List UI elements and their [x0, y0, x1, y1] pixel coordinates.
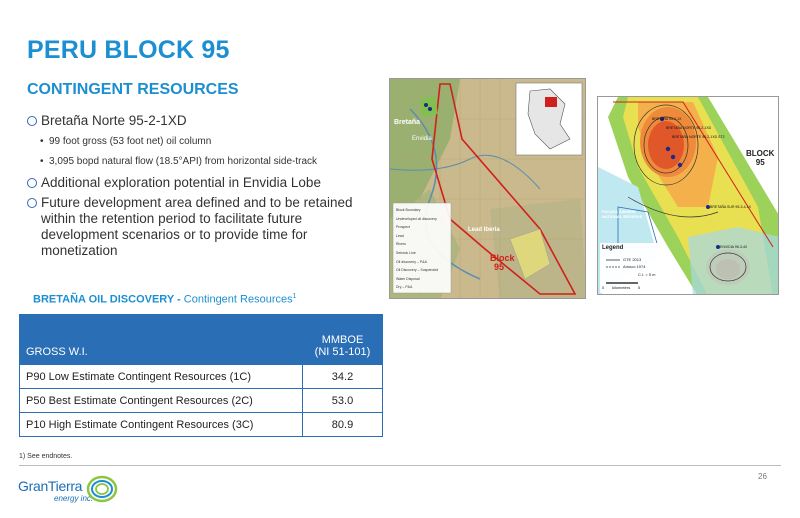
label-bretana: Bretaña [394, 119, 421, 126]
sub-bullet-text: 3,095 bopd natural flow (18.5°API) from horizontal side-track [49, 156, 318, 167]
legend-item: Dry – P&A [396, 285, 413, 290]
footer-divider [19, 465, 781, 466]
row-label: P50 Best Estimate Contingent Resources (2C) [20, 389, 303, 413]
logo-name: GranTierra [18, 478, 83, 494]
contingent-resources-table [19, 314, 383, 437]
page-number: 26 [758, 472, 767, 481]
legend-item: Undeveloped oil discovery [396, 216, 437, 221]
bullet-item [27, 113, 382, 129]
header-gross-wi: GROSS W.I. [20, 315, 303, 365]
row-value: 53.0 [303, 389, 383, 413]
legend-item: Block Boundary [396, 208, 421, 212]
logo-subtitle: energy inc. [54, 494, 94, 503]
map-legend [396, 206, 450, 292]
legend-item: Oil discovery – P&A [396, 259, 427, 264]
bullet-circle-icon [27, 178, 37, 188]
bullet-text: Bretaña Norte 95-2-1XD [41, 113, 187, 128]
bullet-text: Additional exploration potential in Envidia Lobe [41, 175, 321, 190]
label-block-right [746, 149, 774, 167]
bullet-item [27, 175, 382, 191]
well-label: BRETAÑA NORTE 95-2-1XD ST2 [672, 135, 725, 139]
scale-five: 5 [638, 285, 641, 290]
structure-contour-map [597, 96, 779, 295]
legend-item: Water Disposal [396, 276, 420, 281]
table-row [20, 365, 383, 389]
slide-title: PERU BLOCK 95 [27, 36, 230, 64]
label-block [490, 254, 515, 272]
bullet-list [27, 113, 382, 259]
legend-title: Legend [602, 245, 624, 251]
row-label: P10 High Estimate Contingent Resources (3C) [20, 413, 303, 437]
reserve-label-line2: NATIONAL RESERVE [602, 214, 643, 219]
label-block-number: 95 [755, 158, 765, 167]
label-block-word: BLOCK [746, 149, 775, 158]
legend-amoco: Amoco 1974 [623, 264, 646, 269]
table-title-bold: BRETAÑA OIL DISCOVERY - [33, 293, 181, 306]
legend-item: Seismic Line [396, 250, 416, 255]
bullet-circle-icon [27, 198, 37, 208]
label-block-number: 95 [494, 262, 505, 272]
scale-zero: 0 [602, 285, 605, 290]
row-value: 34.2 [303, 365, 383, 389]
sub-bullet-dot-icon: • [40, 136, 44, 147]
table-title [33, 293, 297, 306]
reserve-label [602, 209, 642, 219]
sub-bullet-item [27, 135, 382, 148]
table-row [20, 389, 383, 413]
label-block-word: Block [490, 253, 515, 263]
label-envidia: Envidia [412, 136, 432, 142]
well-labels [652, 115, 725, 142]
legend-item: Oil Discovery – Suspended [396, 268, 439, 273]
header-mmboe-line2: (NI 51-101) [314, 346, 371, 358]
well-label: BRETAÑA 95-2-1X [652, 117, 682, 121]
header-mmboe-line1: MMBOE [321, 334, 364, 346]
bullet-item [27, 195, 382, 259]
table-header-row [20, 315, 383, 365]
table-row [20, 413, 383, 437]
legend-item: Lead [396, 233, 404, 238]
grantierra-logo-icon [85, 474, 119, 504]
sub-bullet-text: 99 foot gross (53 foot net) oil column [49, 136, 212, 147]
legend-gte: GTE 2013 [623, 257, 642, 262]
label-lead-iberia: Lead Iberia [468, 227, 500, 233]
table-title-footnote: 1 [292, 293, 297, 300]
well-label: ENVIDIA 95-3-4X [720, 245, 748, 249]
well-label: BRETAÑA NORTE 95-2-1XD [666, 126, 712, 130]
well-label: BRETAÑA SUR 95-3-4-1X [710, 205, 751, 209]
bullet-text: Future development area defined and to be retained within the retention period to facilitate future development scenarios or to provide time for monetization [41, 195, 353, 258]
header-mmboe [303, 315, 383, 365]
row-label: P90 Low Estimate Contingent Resources (1C) [20, 365, 303, 389]
bullet-circle-icon [27, 116, 37, 126]
legend-item: Prospect [396, 225, 410, 230]
contour-interval: C.I. = 5 m [638, 272, 656, 277]
slide-subtitle: CONTINGENT RESOURCES [27, 81, 239, 98]
scale-unit: kilometers [612, 285, 631, 290]
sub-bullet-item [27, 155, 382, 168]
block-95-location-map [389, 78, 586, 299]
reserve-label-line1: PACAYA SAMIRIA [602, 209, 636, 214]
endnote: 1) See endnotes. [19, 453, 73, 460]
row-value: 80.9 [303, 413, 383, 437]
sub-bullet-dot-icon: • [40, 156, 44, 167]
table-title-rest: Contingent Resources [183, 293, 293, 306]
legend-item: Rivers [396, 242, 406, 247]
